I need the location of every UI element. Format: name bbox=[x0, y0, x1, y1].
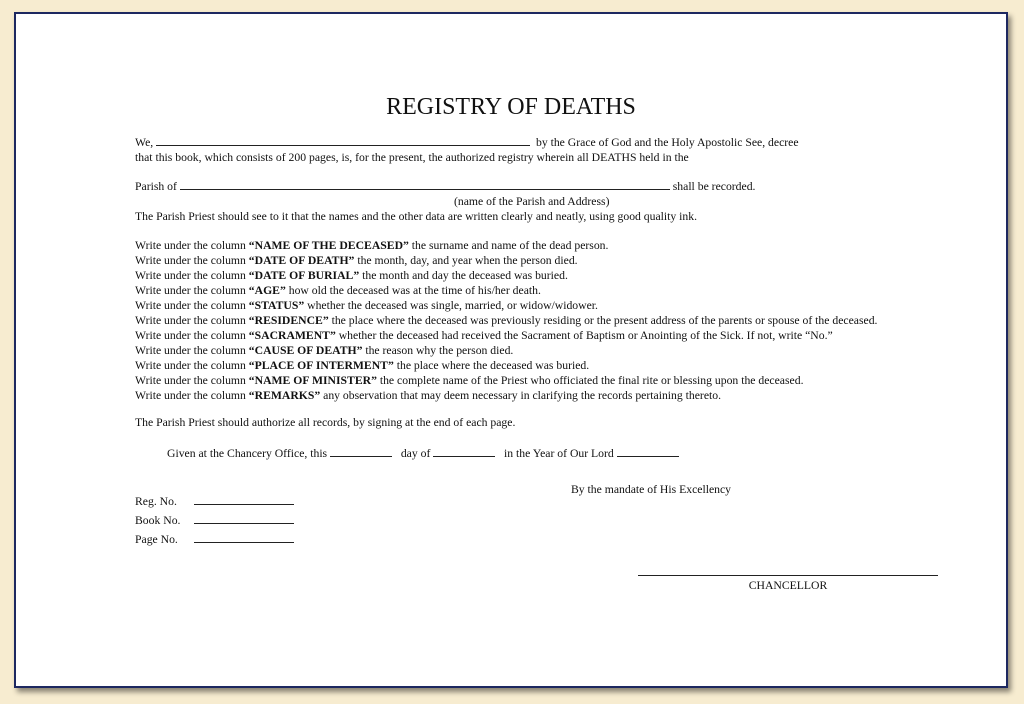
column-description: the month, day, and year when the person died. bbox=[357, 254, 578, 267]
column-instruction-row bbox=[135, 373, 877, 388]
chancellor-label: CHANCELLOR bbox=[748, 579, 828, 592]
column-instruction-row bbox=[135, 358, 877, 373]
column-instruction-row bbox=[135, 268, 877, 283]
column-description: the complete name of the Priest who officiated the final rite or blessing upon the deceased. bbox=[379, 374, 804, 387]
decree-line-1 bbox=[135, 135, 799, 150]
column-prefix: Write under the column bbox=[135, 254, 246, 267]
given-line bbox=[167, 446, 679, 461]
parish-line bbox=[135, 179, 755, 194]
column-prefix: Write under the column bbox=[135, 239, 246, 252]
reg-no-blank[interactable] bbox=[194, 494, 294, 505]
column-description: the place where the deceased was previously residing or the present address of the parents or spouse of the deceased. bbox=[331, 314, 878, 327]
column-instruction-row bbox=[135, 253, 877, 268]
column-prefix: Write under the column bbox=[135, 314, 246, 327]
page-no-blank[interactable] bbox=[194, 532, 294, 543]
instruction-ink: The Parish Priest should see to it that the names and the other data are written clearly and neatly, using good quality ink. bbox=[135, 210, 698, 223]
page-no-label: Page No. bbox=[135, 533, 178, 546]
page-no-row bbox=[135, 532, 294, 551]
chancellor-signature-line[interactable] bbox=[638, 575, 938, 576]
reg-no-label: Reg. No. bbox=[135, 495, 177, 508]
column-name: “AGE” bbox=[248, 284, 286, 297]
month-blank[interactable] bbox=[433, 446, 495, 457]
column-description: the place where the deceased was buried. bbox=[396, 359, 590, 372]
column-description: the surname and name of the dead person. bbox=[411, 239, 609, 252]
column-name: “NAME OF MINISTER” bbox=[248, 374, 377, 387]
column-name: “RESIDENCE” bbox=[248, 314, 329, 327]
column-instruction-row bbox=[135, 343, 877, 358]
reg-no-row bbox=[135, 494, 294, 513]
year-blank[interactable] bbox=[617, 446, 679, 457]
we-label: We, bbox=[135, 136, 154, 149]
column-description: whether the deceased was single, married, or widow/widower. bbox=[307, 299, 598, 312]
day-blank[interactable] bbox=[330, 446, 392, 457]
authorize-note: The Parish Priest should authorize all records, by signing at the end of each page. bbox=[135, 416, 516, 429]
given-prefix: Given at the Chancery Office, this bbox=[167, 447, 328, 460]
column-name: “DATE OF DEATH” bbox=[248, 254, 355, 267]
day-of-label: day of bbox=[400, 447, 431, 460]
column-prefix: Write under the column bbox=[135, 389, 246, 402]
column-instruction-row bbox=[135, 238, 877, 253]
reg-fields bbox=[135, 494, 294, 551]
column-prefix: Write under the column bbox=[135, 329, 246, 342]
column-name: “PLACE OF INTERMENT” bbox=[248, 359, 394, 372]
document-title: REGISTRY OF DEATHS bbox=[386, 94, 636, 120]
column-instruction-row bbox=[135, 388, 877, 403]
decree-line-2: that this book, which consists of 200 pages, is, for the present, the authorized registry wherein all DEATHS held in the bbox=[135, 151, 689, 164]
book-no-blank[interactable] bbox=[194, 513, 294, 524]
column-name: “REMARKS” bbox=[248, 389, 321, 402]
column-description: any observation that may deem necessary in clarifying the records pertaining thereto. bbox=[323, 389, 722, 402]
column-name: “SACRAMENT” bbox=[248, 329, 336, 342]
book-no-row bbox=[135, 513, 294, 532]
parish-suffix: shall be recorded. bbox=[672, 180, 756, 193]
column-prefix: Write under the column bbox=[135, 284, 246, 297]
parish-caption: (name of the Parish and Address) bbox=[454, 195, 610, 208]
column-description: the reason why the person died. bbox=[365, 344, 514, 357]
column-prefix: Write under the column bbox=[135, 374, 246, 387]
parish-blank[interactable] bbox=[180, 179, 670, 190]
column-instruction-row bbox=[135, 313, 877, 328]
book-no-label: Book No. bbox=[135, 514, 181, 527]
column-description: whether the deceased had received the Sacrament of Baptism or Anointing of the Sick. If not, write “No.” bbox=[338, 329, 833, 342]
column-instruction-row bbox=[135, 283, 877, 298]
parish-label: Parish of bbox=[135, 180, 177, 193]
year-label: in the Year of Our Lord bbox=[504, 447, 614, 460]
column-name: “NAME OF THE DECEASED” bbox=[248, 239, 409, 252]
column-name: “STATUS” bbox=[248, 299, 305, 312]
decree-suffix: by the Grace of God and the Holy Apostolic See, decree bbox=[535, 136, 799, 149]
diocese-blank[interactable] bbox=[156, 135, 530, 146]
column-prefix: Write under the column bbox=[135, 269, 246, 282]
column-prefix: Write under the column bbox=[135, 359, 246, 372]
mandate-text: By the mandate of His Excellency bbox=[571, 483, 732, 496]
column-name: “CAUSE OF DEATH” bbox=[248, 344, 363, 357]
column-description: the month and day the deceased was buried. bbox=[362, 269, 568, 282]
column-prefix: Write under the column bbox=[135, 299, 246, 312]
column-name: “DATE OF BURIAL” bbox=[248, 269, 360, 282]
document-page bbox=[14, 12, 1008, 688]
column-prefix: Write under the column bbox=[135, 344, 246, 357]
column-instructions bbox=[135, 238, 877, 403]
column-description: how old the deceased was at the time of his/her death. bbox=[288, 284, 541, 297]
column-instruction-row bbox=[135, 298, 877, 313]
column-instruction-row bbox=[135, 328, 877, 343]
